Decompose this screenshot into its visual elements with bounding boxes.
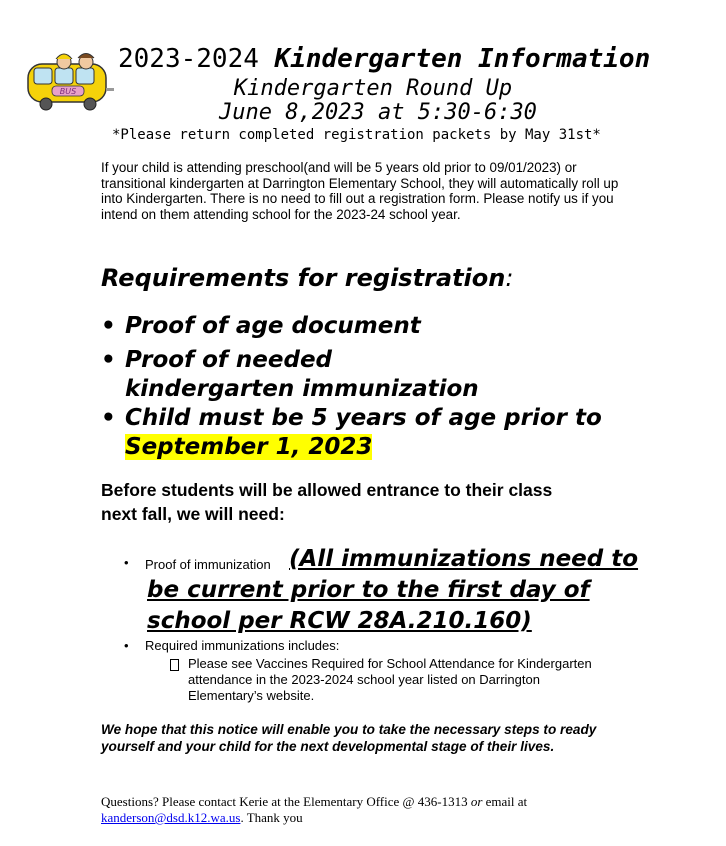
requirements-heading-colon: : (505, 264, 514, 292)
requirement-text: Proof of age document (125, 313, 421, 339)
contact-line (101, 794, 641, 826)
requirement-age-text: Child must be 5 years of age prior to (125, 405, 602, 431)
requirement-text: Proof of needed kindergarten immunization (125, 347, 479, 402)
event-date: June 8,2023 at 5:30-6:30 (219, 100, 537, 125)
immunization-emphasis (147, 544, 647, 637)
contact-email-prefix: email at (485, 794, 528, 809)
contact-suffix: . Thank you (240, 810, 303, 825)
before-entrance-text: Before students will be allowed entrance to their class next fall, we will need: (101, 480, 553, 524)
email-link[interactable]: kanderson@dsd.k12.wa.us (101, 810, 241, 825)
requirements-heading (101, 264, 513, 292)
highlighted-date: September 1, 2023 (125, 434, 373, 460)
closing-paragraph: We hope that this notice will enable you to take the necessary steps to ready yourself and your child for the next developmental stage of their lives. (101, 722, 597, 754)
bullet-icon: • (124, 638, 129, 653)
vaccine-note-text: Please see Vaccines Required for School Attendance for Kindergarten attendance in the 2023-2024 school year listed on Darrington Elementary’s website. (188, 656, 592, 703)
bullet-icon: • (101, 313, 116, 339)
bullet-icon: • (124, 555, 129, 570)
bullet-icon: • (101, 347, 116, 373)
immunization-label: Proof of immunization (145, 557, 271, 572)
contact-prefix: Questions? Please contact Kerie at the Elementary Office @ 436-1313 (101, 794, 468, 809)
square-bullet-icon (170, 659, 179, 671)
title-main: Kindergarten Information (274, 44, 651, 74)
subtitle: Kindergarten Round Up (233, 76, 513, 101)
return-note: *Please return completed registration packets by May 31st* (112, 127, 601, 143)
requirement-text (125, 404, 605, 462)
bullet-icon: • (101, 405, 116, 431)
contact-or: or (470, 794, 483, 809)
title-year: 2023-2024 (118, 44, 259, 74)
required-immunizations-label: Required immunizations includes: (145, 638, 340, 653)
page-title (118, 44, 650, 74)
requirements-heading-text: Requirements for registration (101, 264, 506, 292)
intro-paragraph: If your child is attending preschool(and will be 5 years old prior to 09/01/2023) or transitional kindergarten at Darrington Elementary School, they will automatically roll up into Kindergarten. There is no need to fill out a registration form. Please notify us if you intend on them attending school for the 2023-24 school year. (101, 160, 619, 222)
immunization-emphasis-text: (All immunizations need to be current prior to the first day of school per RCW 28A.210.160) (147, 546, 639, 634)
bus-logo-text: BUS (59, 87, 77, 96)
